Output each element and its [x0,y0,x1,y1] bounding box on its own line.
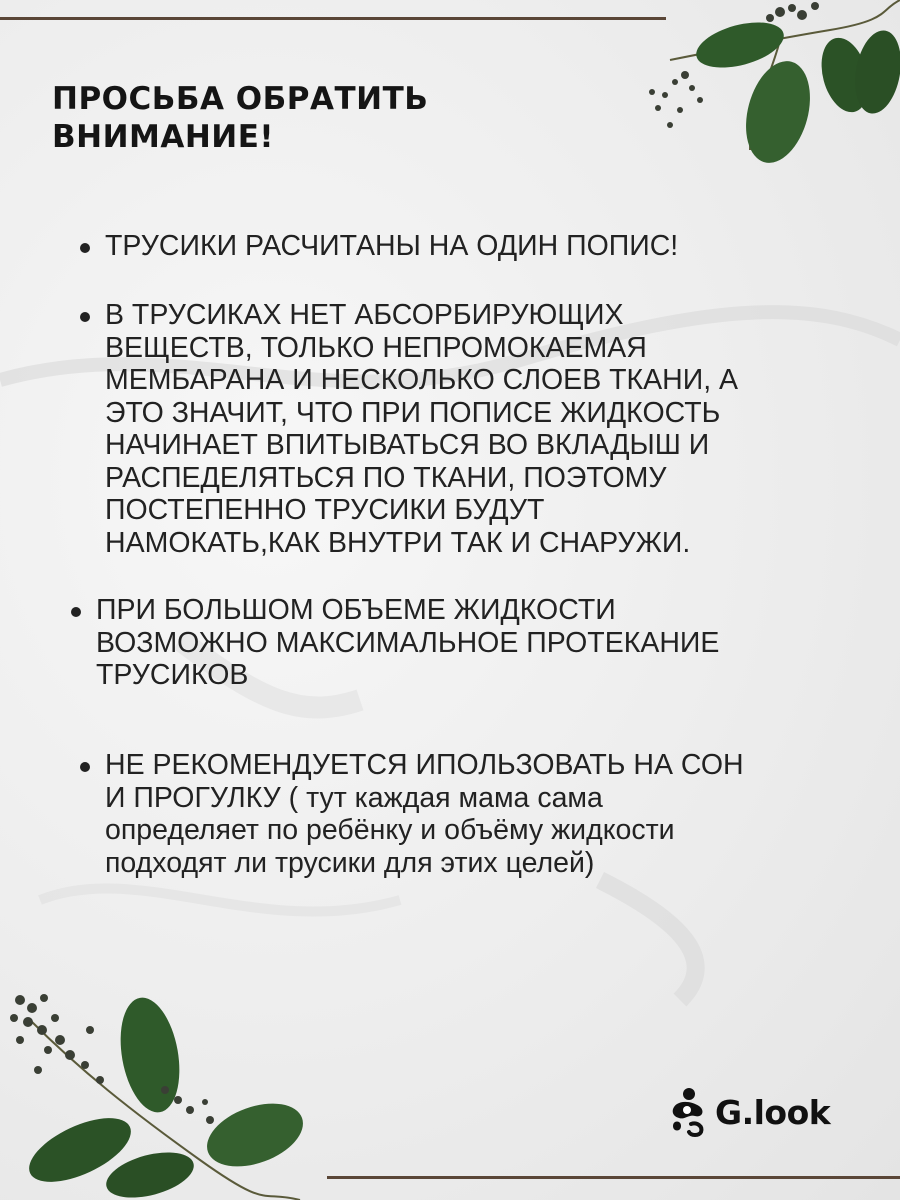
page-title [52,80,428,156]
leaf-decoration-top-right [630,0,900,185]
list-item-text: ТРУСИКОВ [96,659,249,691]
leaf-decoration-bottom-left [0,960,310,1200]
list-item-text: ВЕЩЕСТВ, ТОЛЬКО НЕПРОМОКАЕМАЯ [105,331,647,364]
list-item-text: РАСПЕДЕЛЯТЬСЯ ПО ТКАНИ, ПОЭТОМУ [105,461,667,494]
list-item-text: НЕ РЕКОМЕНДУЕТСЯ ИПОЛЬЗОВАТЬ НА СОН [105,749,744,781]
list-item-text: определяет по ребёнку и объёму жидкости [105,814,675,846]
brand-name: G.look [715,1092,831,1132]
list-item-text: подходят ли трусики для этих целей) [105,846,595,879]
list-item [96,594,719,692]
bottom-divider [327,1176,900,1179]
list-item-text: ВОЗМОЖНО МАКСИМАЛЬНОЕ ПРОТЕКАНИЕ [96,626,720,659]
glook-logo-icon [667,1086,709,1138]
page-title-line: ВНИМАНИЕ! [52,119,275,155]
brand-logo [667,1086,830,1138]
top-divider [0,17,666,20]
list-item-text: ПОСТЕПЕННО ТРУСИКИ БУДУТ [105,494,545,526]
list-item-text: В ТРУСИКАХ НЕТ АБСОРБИРУЮЩИХ [105,299,624,331]
bullet-dot-icon [80,243,90,253]
list-item-text: И ПРОГУЛКУ ( тут каждая мама сама [105,781,603,814]
bullet-dot-icon [71,607,81,617]
list-item [105,299,738,559]
bullet-dot-icon [80,762,90,772]
page-title-line: ПРОСЬБА ОБРАТИТЬ [52,81,429,117]
list-item-text: МЕМБАРАНА И НЕСКОЛЬКО СЛОЕВ ТКАНИ, А [105,364,739,396]
list-item [105,749,744,879]
list-item [105,230,678,263]
list-item-text: ПРИ БОЛЬШОМ ОБЪЕМЕ ЖИДКОСТИ [96,594,616,626]
bullet-dot-icon [80,312,90,322]
list-item-text: НАЧИНАЕТ ВПИТЫВАТЬСЯ ВО ВКЛАДЫШ И [105,429,710,461]
list-item-text: ЭТО ЗНАЧИТ, ЧТО ПРИ ПОПИСЕ ЖИДКОСТЬ [105,396,721,429]
list-item-text: ТРУСИКИ РАСЧИТАНЫ НА ОДИН ПОПИС! [105,230,679,262]
list-item-text: НАМОКАТЬ,КАК ВНУТРИ ТАК И СНАРУЖИ. [105,526,691,559]
